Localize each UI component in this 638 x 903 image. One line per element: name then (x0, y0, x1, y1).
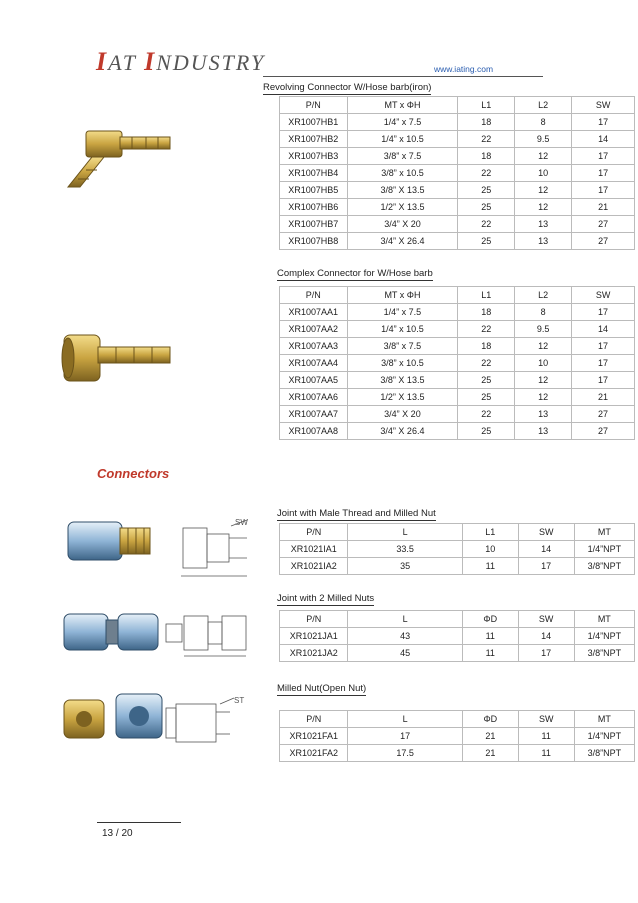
cell: 25 (458, 389, 515, 406)
cell: 18 (458, 114, 515, 131)
cell: 22 (458, 131, 515, 148)
header-cell: L1 (462, 524, 518, 541)
cell: 9.5 (515, 321, 572, 338)
header-cell: MT (574, 611, 634, 628)
cell: XR1007AA4 (280, 355, 348, 372)
table-row (280, 148, 635, 165)
cell: 18 (458, 338, 515, 355)
table-row (280, 728, 635, 745)
cell: XR1021IA1 (280, 541, 348, 558)
cell: 12 (515, 182, 572, 199)
table-row (280, 216, 635, 233)
cell: 11 (462, 645, 518, 662)
cell: 1/4” x 10.5 (347, 321, 458, 338)
cell: XR1007HB6 (280, 199, 348, 216)
cell: XR1007HB2 (280, 131, 348, 148)
table-header-row (280, 611, 635, 628)
table-male-thread-joint (279, 523, 635, 575)
cell: 3/4” X 20 (347, 216, 458, 233)
cell: 14 (572, 131, 635, 148)
cell: XR1021IA2 (280, 558, 348, 575)
cell: 17 (572, 372, 635, 389)
cell: 17 (572, 148, 635, 165)
cell: 22 (458, 406, 515, 423)
cell: 3/8”NPT (574, 558, 634, 575)
cell: 27 (572, 423, 635, 440)
table-row (280, 389, 635, 406)
table-milled-nut (279, 710, 635, 762)
header-cell: L1 (458, 287, 515, 304)
cell: 13 (515, 423, 572, 440)
header-cell: MT (574, 524, 634, 541)
cell: XR1007AA1 (280, 304, 348, 321)
table-row (280, 645, 635, 662)
table-header-row (280, 287, 635, 304)
cell: 25 (458, 372, 515, 389)
cell: 27 (572, 233, 635, 250)
cell: 17 (518, 645, 574, 662)
cell: XR1007HB8 (280, 233, 348, 250)
page-number: 13 / 20 (102, 828, 133, 839)
cell: XR1007AA6 (280, 389, 348, 406)
header-cell: P/N (280, 611, 348, 628)
header-cell: SW (518, 611, 574, 628)
table-row (280, 131, 635, 148)
cell: 43 (348, 628, 462, 645)
cell: 27 (572, 406, 635, 423)
cell: 12 (515, 372, 572, 389)
cell: 12 (515, 199, 572, 216)
cell: XR1021FA2 (280, 745, 348, 762)
sw-label: SW (235, 518, 248, 527)
cell: 12 (515, 338, 572, 355)
cell: XR1007HB3 (280, 148, 348, 165)
cell: 13 (515, 406, 572, 423)
cell: 25 (458, 233, 515, 250)
company-logo (96, 47, 265, 77)
header-cell: SW (572, 287, 635, 304)
table-complex-connector (279, 286, 635, 440)
cell: 1/4” x 7.5 (347, 304, 458, 321)
cell: 1/4” x 10.5 (347, 131, 458, 148)
header-cell: L (348, 611, 462, 628)
cell: 11 (518, 728, 574, 745)
connectors-heading: Connectors (97, 466, 170, 481)
table-row (280, 541, 635, 558)
cell: 1/2” X 13.5 (347, 389, 458, 406)
cell: XR1007AA3 (280, 338, 348, 355)
table-row (280, 372, 635, 389)
header-cell: SW (572, 97, 635, 114)
header-cell: P/N (280, 287, 348, 304)
cell: 1/2” X 13.5 (347, 199, 458, 216)
cell: 17 (572, 355, 635, 372)
cell: XR1007HB1 (280, 114, 348, 131)
cell: XR1021FA1 (280, 728, 348, 745)
cell: 18 (458, 148, 515, 165)
logo-text: NDUSTRY (156, 50, 266, 75)
cell: 17 (572, 182, 635, 199)
table-row (280, 304, 635, 321)
cell: 18 (458, 304, 515, 321)
cell: XR1007HB4 (280, 165, 348, 182)
cell: 21 (572, 389, 635, 406)
cell: 12 (515, 389, 572, 406)
header-divider (263, 76, 543, 77)
two-milled-nuts-joint-drawing (162, 606, 262, 664)
section-title-revolving: Revolving Connector W/Hose barb(iron) (263, 82, 432, 93)
cell: 21 (462, 728, 518, 745)
header-cell: SW (518, 711, 574, 728)
cell: 11 (462, 628, 518, 645)
header-cell: MT x ΦH (347, 97, 458, 114)
cell: 14 (518, 541, 574, 558)
table-row (280, 338, 635, 355)
cell: XR1021JA1 (280, 628, 348, 645)
table-row (280, 558, 635, 575)
table-revolving-connector (279, 96, 635, 250)
cell: XR1007AA5 (280, 372, 348, 389)
male-thread-joint-image (64, 518, 160, 564)
cell: 17 (572, 114, 635, 131)
cell: 35 (348, 558, 462, 575)
section-title-milled-nut: Milled Nut(Open Nut) (277, 683, 367, 694)
cell: 10 (515, 165, 572, 182)
footer-divider (97, 822, 181, 823)
cell: 14 (572, 321, 635, 338)
cell: 3/4” X 26.4 (347, 233, 458, 250)
table-row (280, 114, 635, 131)
cell: 27 (572, 216, 635, 233)
cell: 8 (515, 114, 572, 131)
cell: 1/4” x 7.5 (347, 114, 458, 131)
cell: 9.5 (515, 131, 572, 148)
cell: XR1007AA8 (280, 423, 348, 440)
cell: 17 (572, 338, 635, 355)
cell: 13 (515, 216, 572, 233)
cell: XR1007AA2 (280, 321, 348, 338)
logo-letter: I (96, 47, 109, 76)
table-row (280, 321, 635, 338)
table-row (280, 745, 635, 762)
cell: 10 (462, 541, 518, 558)
cell: 25 (458, 182, 515, 199)
cell: 22 (458, 165, 515, 182)
cell: 10 (515, 355, 572, 372)
cell: XR1007HB5 (280, 182, 348, 199)
header-cell: L (348, 711, 462, 728)
header-cell: ΦD (462, 711, 518, 728)
header-cell: MT x ΦH (347, 287, 458, 304)
header-cell: P/N (280, 524, 348, 541)
header-cell: P/N (280, 97, 348, 114)
cell: 3/4” X 20 (347, 406, 458, 423)
cell: 3/8” x 10.5 (347, 355, 458, 372)
cell: 21 (572, 199, 635, 216)
cell: 33.5 (348, 541, 462, 558)
cell: 22 (458, 216, 515, 233)
cell: 17 (572, 165, 635, 182)
cell: XR1021JA2 (280, 645, 348, 662)
table-row (280, 233, 635, 250)
cell: 11 (462, 558, 518, 575)
logo-letter: I (144, 47, 157, 76)
header-cell: L1 (458, 97, 515, 114)
cell: 3/8”NPT (574, 745, 634, 762)
cell: 3/8” X 13.5 (347, 372, 458, 389)
header-cell: L2 (515, 287, 572, 304)
table-header-row (280, 97, 635, 114)
cell: 17 (572, 304, 635, 321)
cell: 1/4”NPT (574, 628, 634, 645)
cell: 13 (515, 233, 572, 250)
website-link[interactable]: www.iating.com (434, 64, 494, 74)
cell: 1/4”NPT (574, 728, 634, 745)
revolving-connector-image (58, 115, 178, 195)
cell: 3/8” x 7.5 (347, 338, 458, 355)
header-cell: MT (574, 711, 634, 728)
male-thread-joint-drawing (175, 516, 260, 586)
section-title-complex: Complex Connector for W/Hose barb (277, 268, 433, 279)
cell: 11 (518, 745, 574, 762)
cell: 25 (458, 423, 515, 440)
table-row (280, 355, 635, 372)
cell: XR1007HB7 (280, 216, 348, 233)
header-cell: ΦD (462, 611, 518, 628)
cell: 17 (518, 558, 574, 575)
cell: 3/8” x 10.5 (347, 165, 458, 182)
cell: 3/8”NPT (574, 645, 634, 662)
cell: 22 (458, 321, 515, 338)
table-row (280, 165, 635, 182)
table-row (280, 423, 635, 440)
cell: 8 (515, 304, 572, 321)
cell: 22 (458, 355, 515, 372)
table-header-row (280, 711, 635, 728)
header-cell: P/N (280, 711, 348, 728)
milled-nut-drawing (160, 694, 260, 750)
cell: 17.5 (348, 745, 462, 762)
cell: 3/8” x 7.5 (347, 148, 458, 165)
cell: 1/4”NPT (574, 541, 634, 558)
table-row (280, 628, 635, 645)
cell: 14 (518, 628, 574, 645)
logo-text: AT (108, 50, 145, 75)
st-label: ST (234, 696, 245, 705)
cell: 45 (348, 645, 462, 662)
table-row (280, 182, 635, 199)
table-row (280, 199, 635, 216)
complex-connector-image (58, 325, 178, 395)
header-cell: L (348, 524, 462, 541)
cell: 12 (515, 148, 572, 165)
section-title-two-nuts: Joint with 2 Milled Nuts (277, 593, 375, 604)
table-row (280, 406, 635, 423)
table-header-row (280, 524, 635, 541)
two-milled-nuts-joint-image (62, 608, 162, 656)
cell: 3/4” X 26.4 (347, 423, 458, 440)
cell: XR1007AA7 (280, 406, 348, 423)
table-two-milled-nuts (279, 610, 635, 662)
cell: 17 (348, 728, 462, 745)
header-cell: L2 (515, 97, 572, 114)
cell: 3/8” X 13.5 (347, 182, 458, 199)
section-title-male-thread: Joint with Male Thread and Milled Nut (277, 508, 436, 519)
milled-nut-image (60, 690, 170, 746)
cell: 21 (462, 745, 518, 762)
cell: 25 (458, 199, 515, 216)
header-cell: SW (518, 524, 574, 541)
